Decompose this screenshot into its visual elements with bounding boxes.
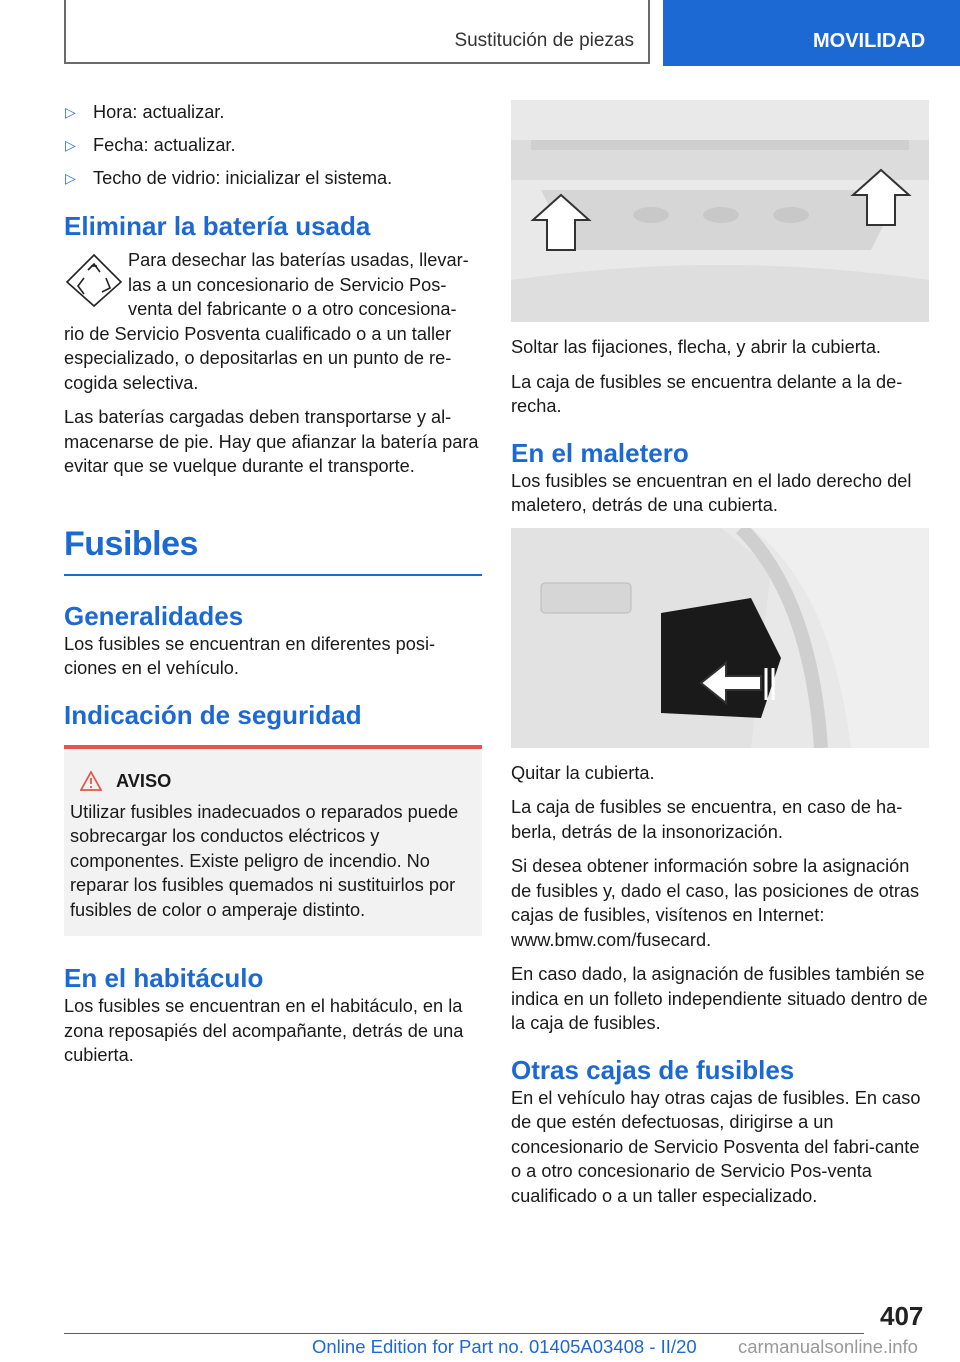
list-item: ▷ Fecha: actualizar. <box>65 135 236 155</box>
warning-box <box>64 745 482 937</box>
heading-eliminar: Eliminar la batería usada <box>64 211 371 241</box>
chapter-tab <box>663 0 960 66</box>
heading-rule <box>64 574 482 576</box>
heading-habitaculo: En el habitáculo <box>64 963 264 993</box>
cover-fastenings-illustration <box>511 100 929 322</box>
trunk-cover-illustration <box>511 528 929 748</box>
left-column <box>64 100 482 1078</box>
edition-note: Online Edition for Part no. 01405A03408 - II/20 <box>312 1336 697 1357</box>
triangle-bullet-icon: ▷ <box>65 170 76 186</box>
triangle-bullet-icon: ▷ <box>65 104 76 120</box>
paragraph: Los fusibles se encuentran en diferentes posi-ciones en el vehículo. <box>64 633 436 678</box>
chapter-title: MOVILIDAD <box>813 30 926 52</box>
triangle-bullet-icon: ▷ <box>65 137 76 153</box>
paragraph: Los fusibles se encuentran en el lado derecho del maletero, detrás de una cubierta. <box>511 470 912 515</box>
footer-rule <box>64 1333 864 1334</box>
photo-caption: Quitar la cubierta. <box>511 762 655 783</box>
list-item: ▷ Techo de vidrio: inicializar el sistema. <box>65 168 393 188</box>
paragraph: venta del fabricante o a otro concesiona- <box>128 299 457 319</box>
recycle-block <box>64 248 482 395</box>
photo-caption: Soltar las fijaciones, flecha, y abrir la cubierta. <box>511 337 881 357</box>
header-section-box <box>64 0 650 64</box>
paragraph: La caja de fusibles se encuentra delante a la de-recha. <box>511 371 903 416</box>
photo-trunk-cover <box>511 528 929 748</box>
warning-title: AVISO <box>116 770 172 791</box>
paragraph: Si desea obtener información sobre la asignación de fusibles y, dado el caso, las posiciones de otras cajas de fusibles, visítenos en Internet: www.bmw.com/fusecard. <box>511 856 920 950</box>
right-column <box>511 100 929 1218</box>
heading-generalidades: Generalidades <box>64 600 244 631</box>
paragraph: En el vehículo hay otras cajas de fusibles. En caso de que estén defectuosas, dirigirse a un concesionario de Servicio Posventa del fabri-cante o a otro concesionario de Servicio Pos-venta cualificado o a un taller especializado. <box>511 1087 921 1206</box>
warning-triangle-icon <box>80 771 102 791</box>
bullet-list <box>64 100 482 190</box>
list-item: ▷ Hora: actualizar. <box>65 102 225 122</box>
page-number: 407 <box>880 1301 924 1331</box>
heading-seguridad: Indicación de seguridad <box>64 699 362 730</box>
watermark-text: carmanualsonline.info <box>738 1336 918 1357</box>
paragraph: rio de Servicio Posventa cualificado o a un taller especializado, o depositarlas en un punto de re-cogida selectiva. <box>64 323 452 393</box>
paragraph: En caso dado, la asignación de fusibles también se indica en un folleto independiente situado dentro de la caja de fusibles. <box>511 964 928 1033</box>
warning-text: Utilizar fusibles inadecuados o reparados puede sobrecargar los conductos eléctricos y componentes. Existe peligro de incendio. No reparar los fusibles quemados ni sustituirlos por fusibles de color o amperaje distinto. <box>70 801 459 920</box>
section-title: Sustitución de piezas <box>454 30 634 51</box>
warning-title-row <box>80 771 476 792</box>
heading-maletero: En el maletero <box>511 437 689 468</box>
paragraph: Los fusibles se encuentran en el habitáculo, en la zona reposapiés del acompañante, detrás de una cubierta. <box>64 996 464 1065</box>
paragraph: Para desechar las baterías usadas, llevar- <box>128 250 469 270</box>
paragraph: Las baterías cargadas deben transportarse y al-macenarse de pie. Hay que afianzar la batería para evitar que se vuelque durante el transporte. <box>64 407 479 476</box>
recycle-icon <box>64 252 124 308</box>
heading-otras: Otras cajas de fusibles <box>511 1054 795 1085</box>
paragraph: La caja de fusibles se encuentra, en caso de ha-berla, detrás de la insonorización. <box>511 797 903 842</box>
paragraph: las a un concesionario de Servicio Pos- <box>128 274 447 295</box>
photo-cover-fastenings <box>511 100 929 322</box>
heading-fusibles: Fusibles <box>64 524 198 563</box>
